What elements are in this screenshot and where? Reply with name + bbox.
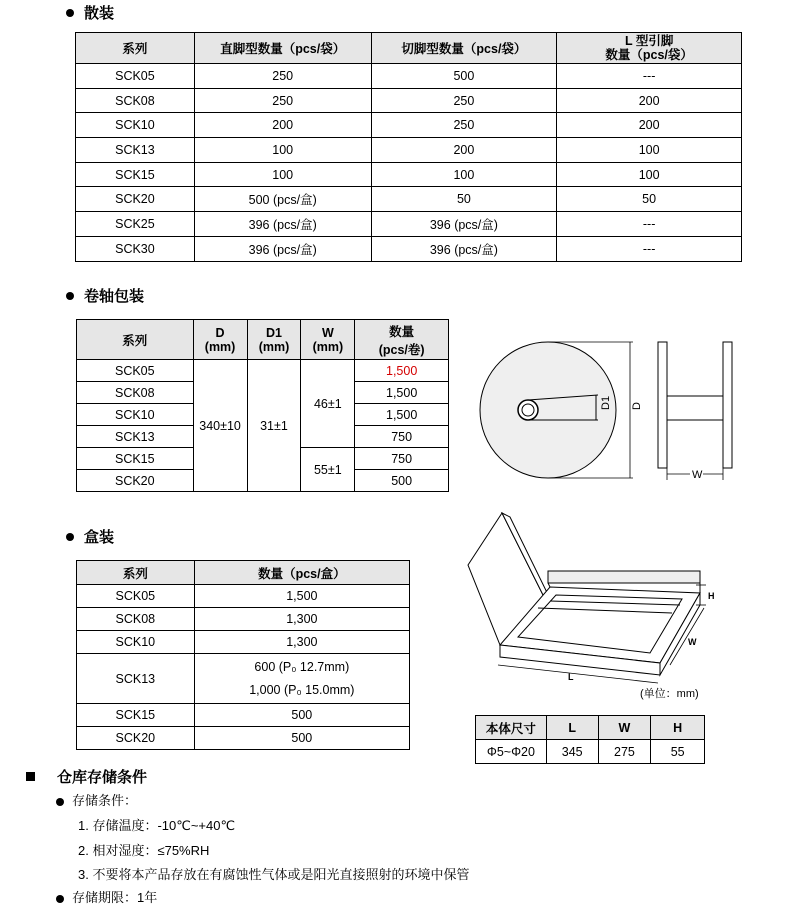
box-qty-cell: 1,300: [194, 631, 409, 654]
box-label-h: H: [708, 591, 715, 601]
dims-header: 本体尺寸: [476, 716, 547, 740]
reel-header-d: D (mm): [193, 320, 247, 360]
bulk-header-series: 系列: [76, 33, 195, 64]
table-row: [77, 654, 410, 704]
storage-section-title: [26, 766, 147, 787]
box-dims-header-row: [476, 716, 705, 740]
bullet-icon: [56, 798, 64, 806]
bulk-cell: SCK05: [76, 64, 195, 89]
square-bullet-icon: [26, 772, 35, 781]
bulk-cell: 100: [194, 162, 371, 187]
bullet-icon: [66, 9, 74, 17]
reel-w-cell: 55±1: [301, 448, 355, 492]
bulk-cell: 396 (pcs/盒): [194, 236, 371, 261]
bulk-cell: 250: [371, 88, 557, 113]
storage-cond-label: 存储条件：: [56, 790, 137, 809]
bulk-cell: SCK13: [76, 138, 195, 163]
reel-side-view: [658, 342, 732, 481]
reel-d-cell: 340±10: [193, 360, 247, 492]
reel-title: 卷轴包装: [84, 288, 145, 305]
bulk-cell: 250: [194, 64, 371, 89]
table-row: [76, 162, 742, 187]
dims-cell: 275: [598, 740, 651, 764]
reel-series-cell: SCK10: [77, 404, 194, 426]
bulk-section-title: [66, 2, 114, 23]
bulk-cell: 200: [371, 138, 557, 163]
box-header-series: 系列: [77, 561, 195, 585]
bulk-cell: 200: [557, 88, 742, 113]
box-dims-table: [475, 715, 705, 764]
table-row: [76, 236, 742, 261]
table-row: [77, 631, 410, 654]
bulk-table: [75, 32, 742, 262]
box-series-cell: SCK15: [77, 704, 195, 727]
bulk-cell: 100: [557, 138, 742, 163]
bulk-cell: 250: [194, 88, 371, 113]
bulk-header-row: [76, 33, 742, 64]
bulk-cell: 50: [371, 187, 557, 212]
bulk-cell: ---: [557, 212, 742, 237]
reel-qty-cell: 750: [355, 426, 449, 448]
table-row: [76, 64, 742, 89]
bulk-title: 散装: [84, 5, 115, 22]
bullet-icon: [56, 895, 64, 903]
bulk-cell: 250: [371, 113, 557, 138]
bulk-cell: SCK20: [76, 187, 195, 212]
bulk-cell: 396 (pcs/盒): [194, 212, 371, 237]
bulk-cell: SCK08: [76, 88, 195, 113]
box-qty-cell: 1,300: [194, 608, 409, 631]
box-title: 盒装: [84, 529, 115, 546]
bulk-cell: 396 (pcs/盒): [371, 236, 557, 261]
bullet-icon: [66, 533, 74, 541]
reel-front-view: [480, 342, 643, 478]
box-qty-cell: 600 (P₀ 12.7mm) 1,000 (P₀ 15.0mm): [194, 654, 409, 704]
reel-table: [76, 319, 449, 492]
reel-label-w: W: [692, 469, 703, 481]
bulk-cell: 500: [371, 64, 557, 89]
table-row: [77, 585, 410, 608]
bulk-cell: SCK25: [76, 212, 195, 237]
storage-item: 2. 相对湿度：≤75%RH: [78, 843, 210, 858]
dims-header: L: [546, 716, 598, 740]
storage-period: 存储期限：1年: [56, 887, 157, 906]
reel-header-row: [77, 320, 449, 360]
reel-qty-cell: 1,500: [355, 404, 449, 426]
bulk-cell: 100: [371, 162, 557, 187]
bullet-icon: [66, 292, 74, 300]
bulk-cell: 200: [557, 113, 742, 138]
reel-series-cell: SCK05: [77, 360, 194, 382]
reel-w-cell: 46±1: [301, 360, 355, 448]
bulk-header-straight: 直脚型数量（pcs/袋）: [194, 33, 371, 64]
box-label-l: L: [568, 672, 574, 682]
bulk-cell: 200: [194, 113, 371, 138]
bulk-header-l-type: L 型引脚 数量（pcs/袋）: [557, 33, 742, 64]
table-row: [76, 113, 742, 138]
dims-header: H: [651, 716, 705, 740]
box-series-cell: SCK10: [77, 631, 195, 654]
table-row: [77, 704, 410, 727]
reel-label-d1: D1: [600, 395, 612, 410]
reel-diagram: [468, 340, 758, 500]
reel-qty-cell: 1,500: [355, 382, 449, 404]
storage-title: 仓库存储条件: [57, 769, 148, 786]
box-unit-note: (单位：mm): [640, 688, 699, 700]
reel-series-cell: SCK15: [77, 448, 194, 470]
reel-d1-cell: 31±1: [247, 360, 301, 492]
bulk-cell: 100: [557, 162, 742, 187]
bulk-cell: ---: [557, 64, 742, 89]
dims-header: W: [598, 716, 651, 740]
bulk-cell: SCK10: [76, 113, 195, 138]
box-qty-cell: 1,500: [194, 585, 409, 608]
reel-header-qty: 数量 (pcs/卷): [355, 320, 449, 360]
table-row: [77, 727, 410, 750]
bulk-header-cut: 切脚型数量（pcs/袋）: [371, 33, 557, 64]
reel-qty-cell: 750: [355, 448, 449, 470]
reel-label-d: D: [631, 402, 643, 410]
table-row: [77, 360, 449, 382]
table-row: [76, 138, 742, 163]
bulk-cell: SCK15: [76, 162, 195, 187]
table-row: [76, 187, 742, 212]
table-row: [476, 740, 705, 764]
box-series-cell: SCK20: [77, 727, 195, 750]
reel-series-cell: SCK08: [77, 382, 194, 404]
box-series-cell: SCK05: [77, 585, 195, 608]
bulk-cell: 50: [557, 187, 742, 212]
box-header-qty: 数量（pcs/盒）: [194, 561, 409, 585]
reel-header-w: W (mm): [301, 320, 355, 360]
reel-section-title: [66, 285, 144, 306]
bulk-cell: ---: [557, 236, 742, 261]
table-row: [77, 608, 410, 631]
table-row: [76, 212, 742, 237]
table-row: [76, 88, 742, 113]
dims-cell: Φ5~Φ20: [476, 740, 547, 764]
reel-series-cell: SCK13: [77, 426, 194, 448]
box-illustration: [468, 513, 706, 683]
reel-header-series: 系列: [77, 320, 194, 360]
dims-cell: 55: [651, 740, 705, 764]
dims-cell: 345: [546, 740, 598, 764]
bulk-cell: 396 (pcs/盒): [371, 212, 557, 237]
box-diagram: [460, 505, 740, 710]
box-qty-cell: 500: [194, 727, 409, 750]
storage-item: 1. 存储温度：-10℃~+40℃: [78, 818, 236, 833]
box-table: [76, 560, 410, 750]
reel-qty-cell: 500: [355, 470, 449, 492]
bulk-cell: SCK30: [76, 236, 195, 261]
box-series-cell: SCK13: [77, 654, 195, 704]
box-qty-cell: 500: [194, 704, 409, 727]
reel-header-d1: D1 (mm): [247, 320, 301, 360]
storage-item: 3. 不要将本产品存放在有腐蚀性气体或是阳光直接照射的环境中保管: [78, 867, 470, 882]
bulk-cell: 500 (pcs/盒): [194, 187, 371, 212]
box-series-cell: SCK08: [77, 608, 195, 631]
reel-qty-cell: 1,500: [355, 360, 449, 382]
reel-series-cell: SCK20: [77, 470, 194, 492]
box-label-w: W: [688, 637, 697, 647]
box-section-title: [66, 526, 114, 547]
bulk-cell: 100: [194, 138, 371, 163]
box-header-row: [77, 561, 410, 585]
